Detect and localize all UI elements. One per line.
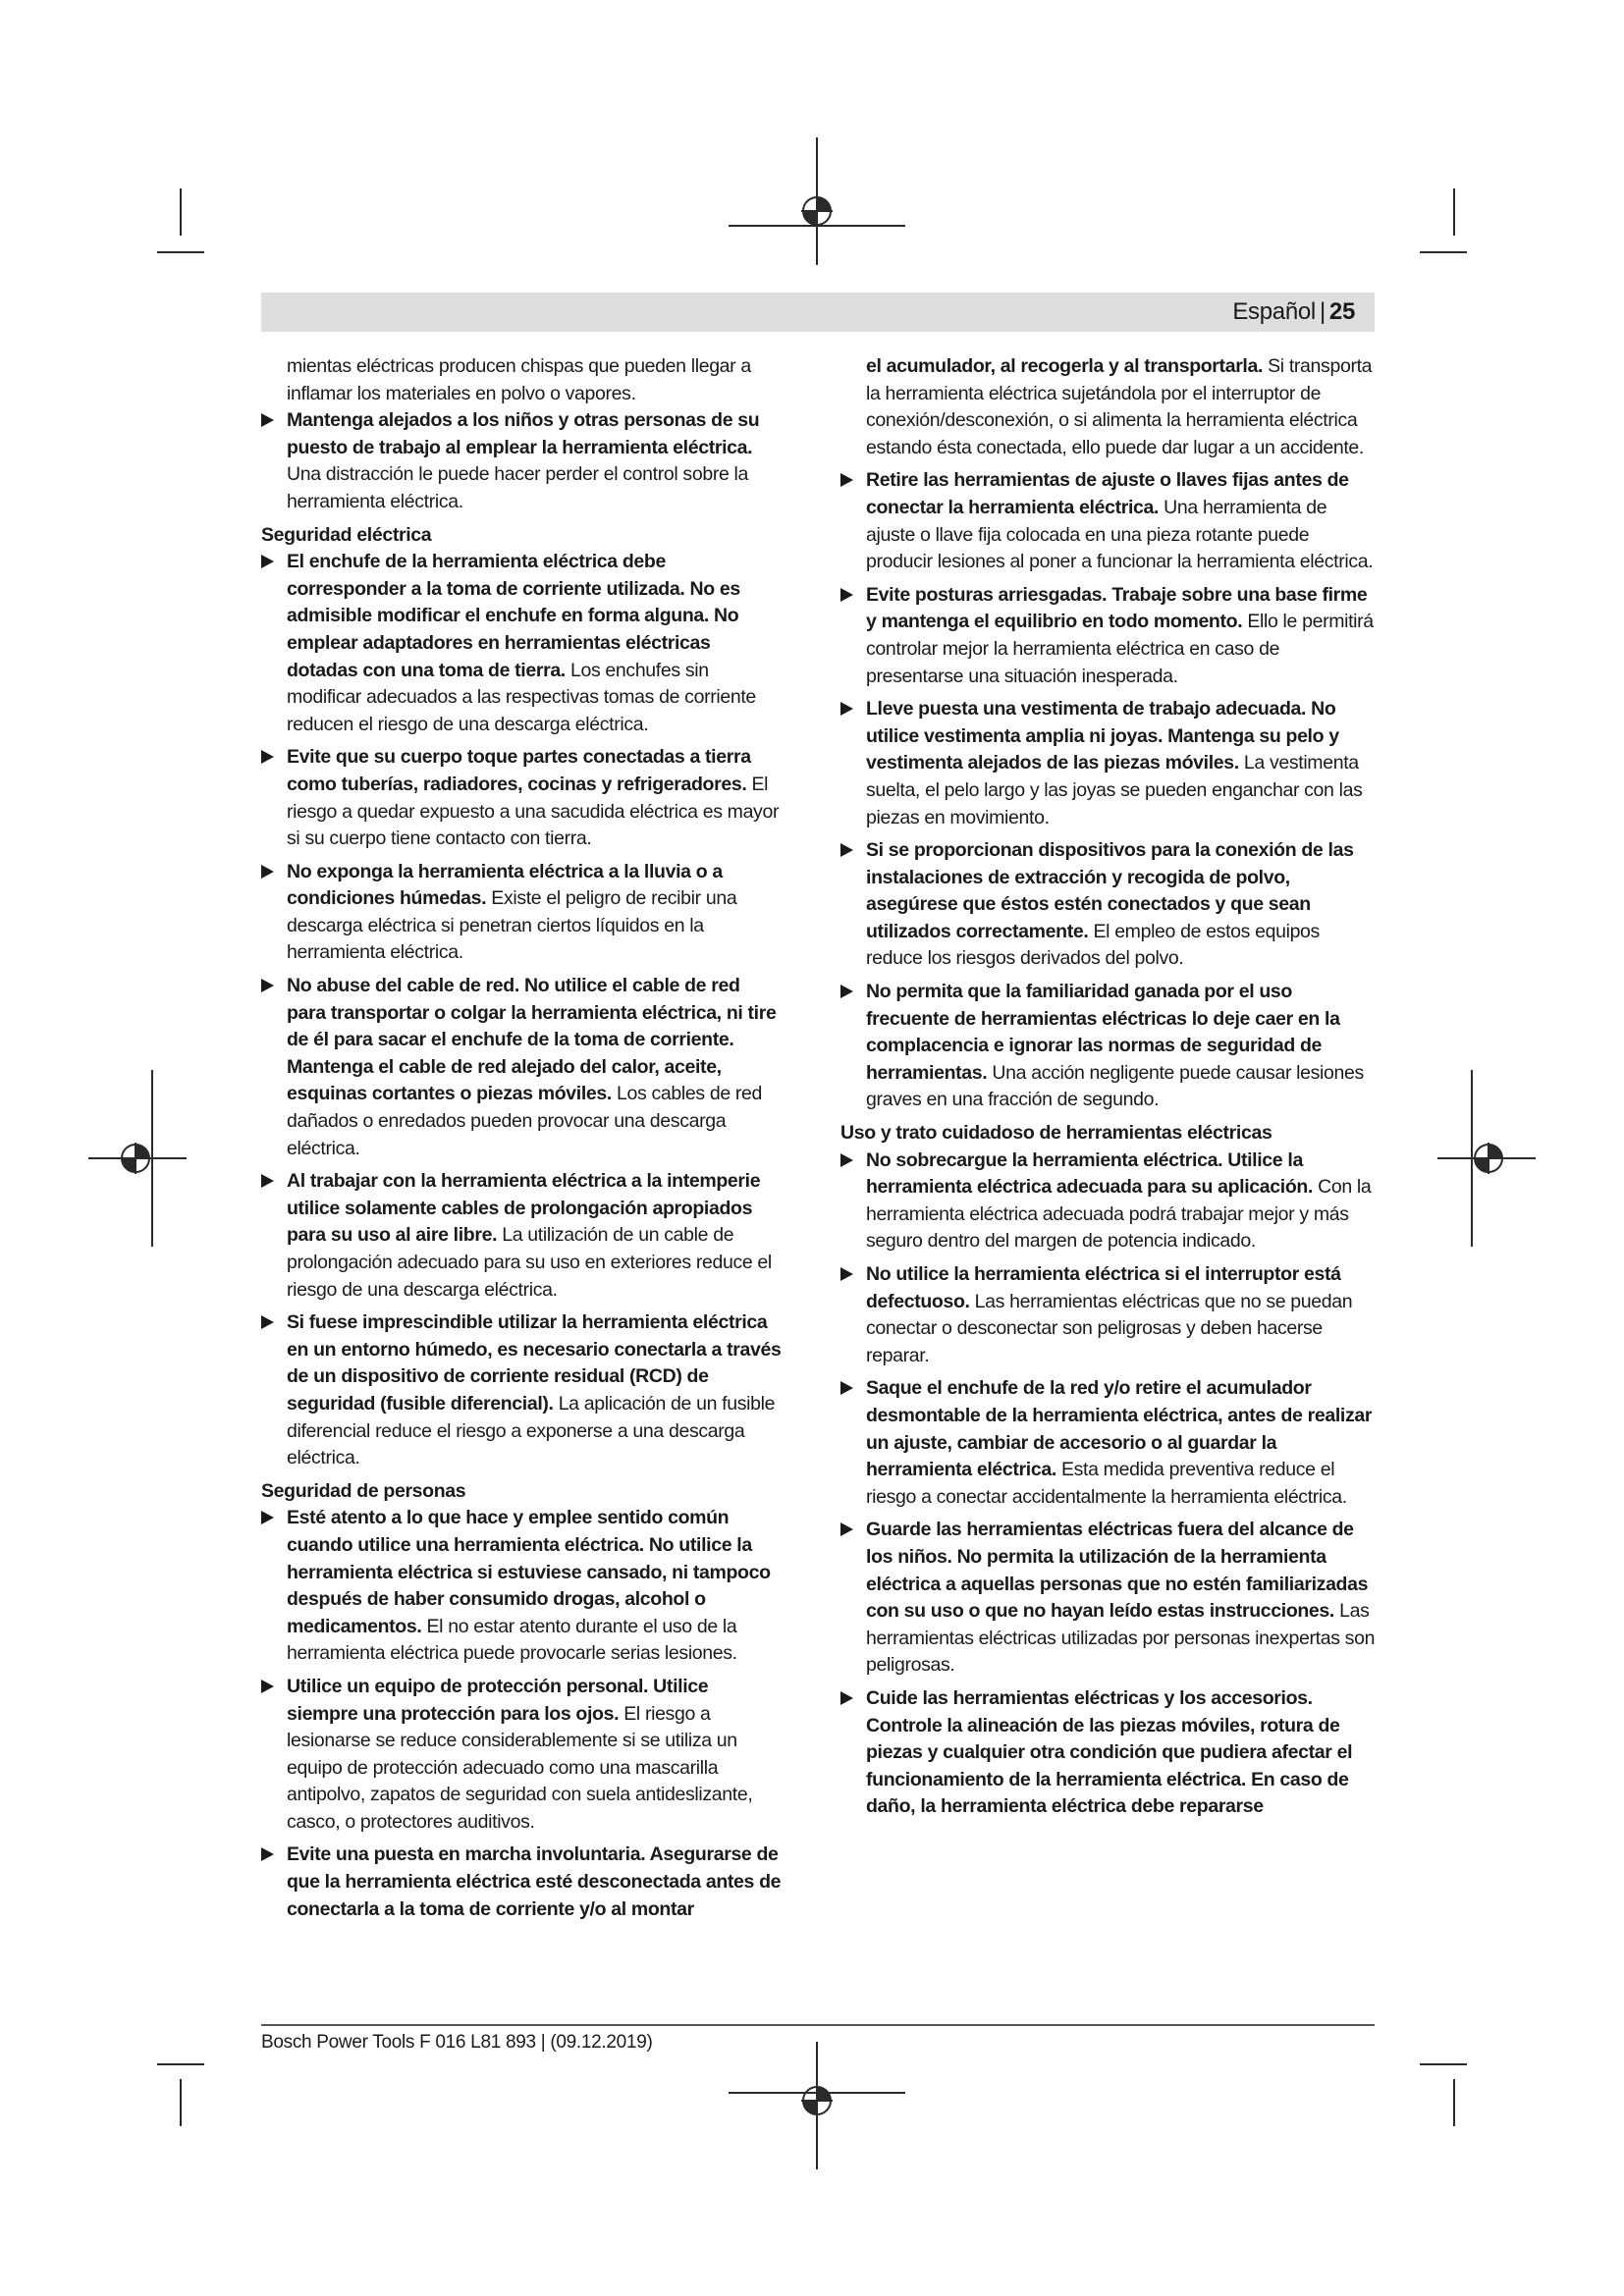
- list-item: [840, 1685, 1377, 1821]
- bullet-icon: [840, 1381, 853, 1395]
- item-bold: Lleve puesta una vestimenta de trabajo adecuada. No utilice vestimenta amplia ni joyas. Mantenga su pelo y vestimenta alejados de las piezas móviles.: [866, 698, 1339, 774]
- section-heading: Seguridad eléctrica: [261, 523, 432, 546]
- list-item: [840, 1517, 1377, 1680]
- bullet-icon: [261, 865, 274, 879]
- item-text: La utilización de un cable de prolongación adecuado para su uso en exteriores reduce el riesgo de una descarga eléctrica.: [287, 1224, 772, 1301]
- item-bold: Si fuese imprescindible utilizar la herramienta eléctrica en un entorno húmedo, es necesario conectarla a través de un dispositivo de corriente residual (RCD) de seguridad (fusible diferencial).: [287, 1311, 782, 1415]
- crop-mark-bottom-left-h: [157, 2063, 204, 2065]
- item-text: El riesgo a quedar expuesto a una sacudida eléctrica es mayor si su cuerpo tiene contacto con tierra.: [287, 773, 780, 850]
- item-text: Con la herramienta eléctrica adecuada podrá trabajar mejor y más seguro dentro del margen de potencia indicado.: [866, 1176, 1372, 1253]
- item-bold: Utilice un equipo de protección personal. Utilice siempre una protección para los ojos.: [287, 1675, 709, 1725]
- bullet-icon: [840, 473, 853, 487]
- list-item: [261, 973, 784, 1162]
- list-item: [261, 1674, 784, 1837]
- footer-rule: [261, 2024, 1375, 2026]
- list-item: [261, 1505, 784, 1668]
- right-column: [840, 353, 1377, 1827]
- bullet-icon: [261, 1174, 274, 1188]
- bullet-icon: [840, 985, 853, 998]
- registration-mark-bottom-icon: [729, 2042, 905, 2169]
- item-text: El no estar atento durante el uso de la herramienta eléctrica puede provocarle serias lesiones.: [287, 1615, 737, 1665]
- bullet-icon: [840, 1691, 853, 1705]
- item-text: El empleo de estos equipos reduce los riesgos derivados del polvo.: [866, 920, 1320, 970]
- crop-mark-bottom-right-v: [1453, 2079, 1455, 2126]
- bullet-icon: [261, 1315, 274, 1329]
- item-bold: Evite una puesta en marcha involuntaria. Asegurarse de que la herramienta eléctrica esté desconectada antes de conectarla a la toma de corriente y/o al montar: [287, 1843, 782, 1920]
- item-text: La vestimenta suelta, el pelo largo y las joyas se pueden enganchar con las piezas en movimiento.: [866, 752, 1363, 828]
- list-item: [261, 744, 784, 852]
- item-bold: Evite que su cuerpo toque partes conectadas a tierra como tuberías, radiadores, cocinas y refrigeradores.: [287, 746, 751, 795]
- list-item: [261, 1309, 784, 1472]
- bullet-icon: [261, 1511, 274, 1524]
- item-bold: Guarde las herramientas eléctricas fuera del alcance de los niños. No permita la utilización de la herramienta eléctrica a aquellas personas que no estén familiarizadas con su uso o que no hayan leído estas instrucciones.: [866, 1519, 1369, 1623]
- item-text: Esta medida preventiva reduce el riesgo a conectar accidentalmente la herramienta eléctrica.: [866, 1459, 1347, 1508]
- crop-mark-top-left-v: [180, 188, 182, 236]
- left-column: [261, 353, 784, 1929]
- list-item: [261, 549, 784, 738]
- list-item: [840, 837, 1377, 973]
- bullet-icon: [840, 702, 853, 716]
- bullet-icon: [261, 1847, 274, 1861]
- header-label: [1232, 298, 1355, 326]
- list-item: [840, 696, 1377, 831]
- bullet-icon: [840, 1522, 853, 1536]
- item-bold: Evite posturas arriesgadas. Trabaje sobre una base firme y mantenga el equilibrio en todo momento.: [866, 583, 1368, 633]
- list-item: [840, 1375, 1377, 1511]
- list-item: [261, 407, 784, 515]
- item-text: Ello le permitirá controlar mejor la herramienta eléctrica en caso de presentarse una situación inesperada.: [866, 611, 1374, 687]
- page-header: [261, 293, 1375, 332]
- crop-mark-bottom-left-v: [180, 2079, 182, 2126]
- item-text: Existe el peligro de recibir una descarga eléctrica si penetran ciertos líquidos en la herramienta eléctrica.: [287, 887, 737, 964]
- list-item: [840, 1261, 1377, 1369]
- item-bold: Al trabajar con la herramienta eléctrica a la intemperie utilice solamente cables de prolongación apropiados para su uso al aire libre.: [287, 1170, 761, 1247]
- continued-body: Si transporta la herramienta eléctrica sujetándola por el interruptor de conexión/desconexión, o si alimenta la herramienta eléctrica estando ésta conectada, ello puede dar lugar a un accidente.: [866, 355, 1373, 458]
- item-text: La aplicación de un fusible diferencial reduce el riesgo a exponerse a una descarga eléctrica.: [287, 1392, 776, 1469]
- item-bold: Retire las herramientas de ajuste o llaves fijas antes de conectar la herramienta eléctrica.: [866, 469, 1349, 518]
- item-bold: El enchufe de la herramienta eléctrica debe corresponder a la toma de corriente utilizada. No es admisible modificar el enchufe en forma alguna. No emplear adaptadores en herramientas eléctricas dotadas con una toma de tierra.: [287, 551, 740, 681]
- item-bold: No sobrecargue la herramienta eléctrica. Utilice la herramienta eléctrica adecuada para su aplicación.: [866, 1148, 1314, 1199]
- list-item: [840, 979, 1377, 1114]
- item-bold: Si se proporcionan dispositivos para la conexión de las instalaciones de extracción y recogida de polvo, asegúrese que éstos estén conectados y que sean utilizados correctamente.: [866, 839, 1354, 942]
- item-text: Las herramientas eléctricas que no se puedan conectar o desconectar son peligrosas y deben hacerse reparar.: [866, 1290, 1353, 1366]
- item-bold: Esté atento a lo que hace y emplee sentido común cuando utilice una herramienta eléctrica. No utilice la herramienta eléctrica si estuviese cansado, ni tampoco después de haber consumido drogas, alcohol o medicamentos.: [287, 1507, 771, 1637]
- item-bold: No exponga la herramienta eléctrica a la lluvia o a condiciones húmedas.: [287, 860, 723, 910]
- registration-mark-right-icon: [1437, 1070, 1536, 1247]
- bullet-icon: [840, 1267, 853, 1281]
- section-heading: Uso y trato cuidadoso de herramientas eléctricas: [840, 1122, 1272, 1145]
- header-section: Español: [1232, 298, 1316, 325]
- bullet-icon: [840, 588, 853, 602]
- list-item: [840, 1148, 1377, 1255]
- item-text: Una herramienta de ajuste o llave fija colocada en una pieza rotante puede producir lesiones al poner a funcionar la herramienta eléctrica.: [866, 496, 1374, 573]
- registration-mark-top-icon: [729, 137, 905, 265]
- crop-mark-top-left-h: [157, 251, 204, 253]
- item-text: Los enchufes sin modificar adecuados a las respectivas tomas de corriente reducen el riesgo de una descarga eléctrica.: [287, 659, 756, 735]
- bullet-icon: [840, 843, 853, 857]
- continued-bold: el acumulador, al recogerla y al transportarla.: [866, 355, 1264, 377]
- header-separator: |: [1319, 298, 1326, 325]
- item-bold: Mantenga alejados a los niños y otras personas de su puesto de trabajo al emplear la herramienta eléctrica.: [287, 409, 760, 458]
- item-bold: Saque el enchufe de la red y/o retire el acumulador desmontable de la herramienta eléctrica, antes de realizar un ajuste, cambiar de accesorio o al guardar la herramienta eléctrica.: [866, 1377, 1373, 1481]
- crop-mark-bottom-right-h: [1420, 2063, 1467, 2065]
- continued-text: mientas eléctricas producen chispas que pueden llegar a inflamar los materiales en polvo o vapores.: [287, 355, 751, 404]
- bullet-icon: [261, 413, 274, 427]
- bullet-icon: [261, 750, 274, 764]
- bullet-icon: [840, 1153, 853, 1167]
- page-number: 25: [1328, 298, 1355, 325]
- continued-text: [840, 353, 1377, 461]
- item-text: Una distracción le puede hacer perder el control sobre la herramienta eléctrica.: [287, 463, 748, 512]
- list-item: [261, 1842, 784, 1923]
- list-item: [261, 1168, 784, 1304]
- bullet-icon: [261, 979, 274, 992]
- item-bold: No utilice la herramienta eléctrica si el interruptor está defectuoso.: [866, 1263, 1341, 1312]
- crop-mark-top-right-v: [1453, 188, 1455, 236]
- footer-text: Bosch Power Tools F 016 L81 893 | (09.12.2019): [261, 2032, 653, 2053]
- crop-mark-top-right-h: [1420, 251, 1467, 253]
- item-bold: No permita que la familiaridad ganada por el uso frecuente de herramientas eléctricas lo deje caer en la complacencia e ignorar las normas de seguridad de herramientas.: [866, 981, 1340, 1084]
- item-text: El riesgo a lesionarse se reduce considerablemente si se utiliza un equipo de protección adecuado como una mascarilla antipolvo, zapatos de seguridad con suela antideslizante, casco, o protectores auditivos.: [287, 1702, 753, 1833]
- section-heading: Seguridad de personas: [261, 1479, 466, 1502]
- list-item: [840, 582, 1377, 690]
- item-text: Los cables de red dañados o enredados pueden provocar una descarga eléctrica.: [287, 1083, 763, 1159]
- registration-mark-left-icon: [88, 1070, 187, 1247]
- item-bold: No abuse del cable de red. No utilice el cable de red para transportar o colgar la herramienta eléctrica, ni tire de él para sacar el enchufe de la toma de corriente. Mantenga el cable de red alejado del calor, aceite, esquinas cortantes o piezas móviles.: [287, 975, 777, 1105]
- item-text: Una acción negligente puede causar lesiones graves en una fracción de segundo.: [866, 1061, 1364, 1111]
- item-text: Las herramientas eléctricas utilizadas por personas inexpertas son peligrosas.: [866, 1600, 1376, 1677]
- item-bold: Cuide las herramientas eléctricas y los accesorios. Controle la alineación de las piezas móviles, rotura de piezas y cualquier otra condición que pudiera afectar el funcionamiento de la herramienta eléctrica. En caso de daño, la herramienta eléctrica debe repararse: [866, 1686, 1353, 1818]
- bullet-icon: [261, 1680, 274, 1693]
- list-item: [261, 859, 784, 967]
- list-item: [840, 467, 1377, 575]
- bullet-icon: [261, 555, 274, 568]
